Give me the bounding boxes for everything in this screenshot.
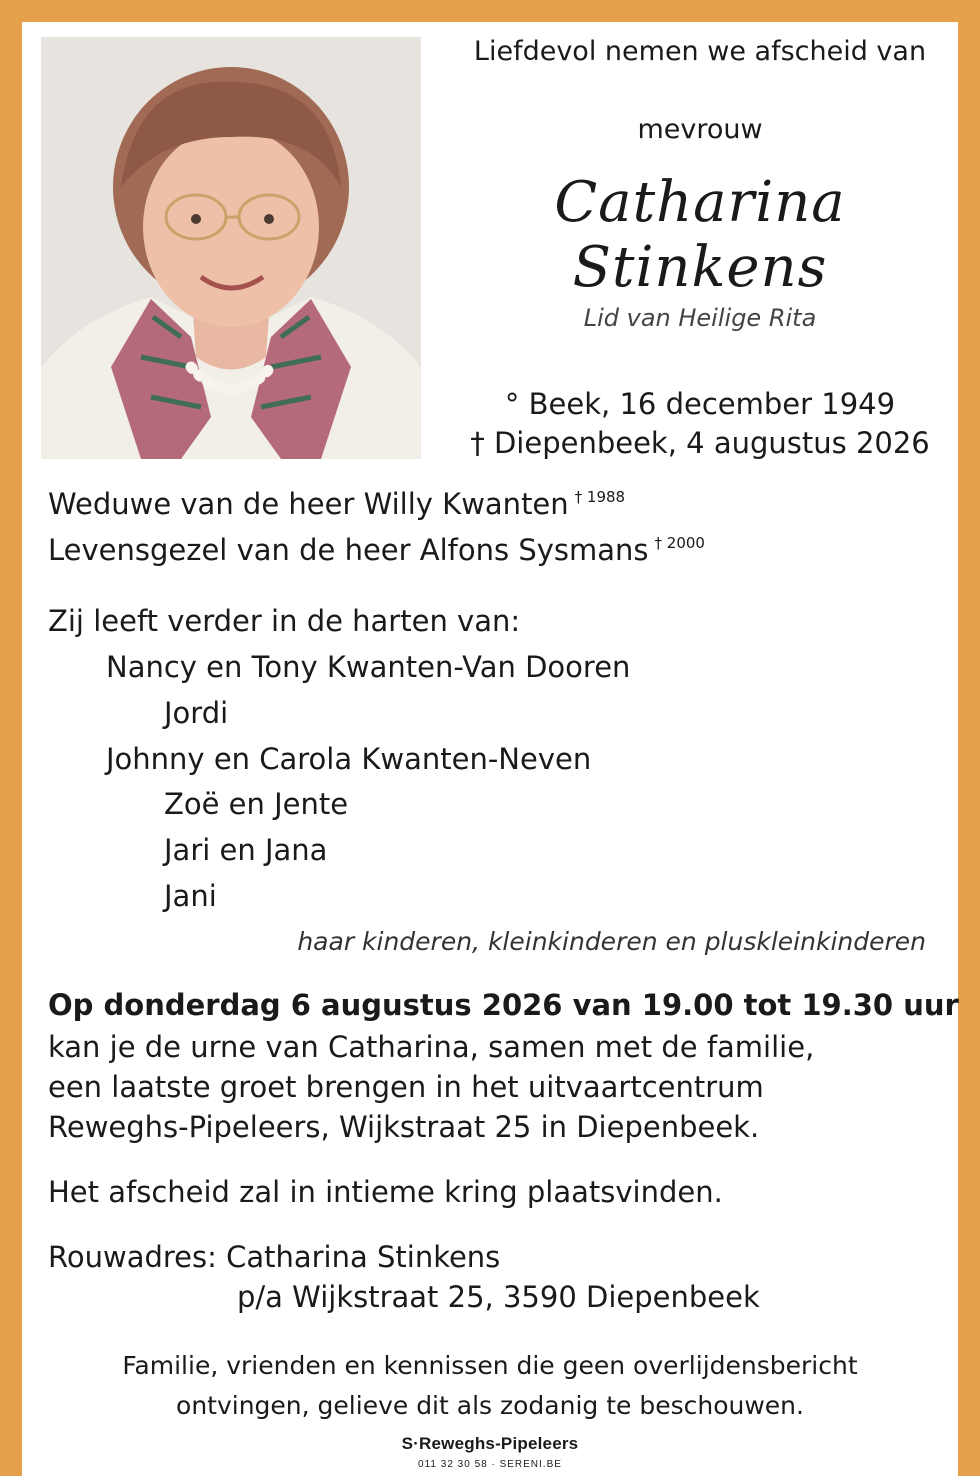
mourning-address-line: Rouwadres: Catharina Stinkens — [48, 1240, 501, 1274]
family-line: Johnny en Carola Kwanten-Neven — [106, 742, 592, 776]
mourning-address-line: p/a Wijkstraat 25, 3590 Diepenbeek — [237, 1280, 760, 1314]
portrait-illustration — [41, 37, 421, 459]
honorific: mevrouw — [637, 114, 763, 145]
deceased-name: Catharina Stinkens — [554, 170, 846, 300]
birth-line: ° Beek, 16 december 1949 — [504, 387, 896, 421]
family-line: Jari en Jana — [164, 833, 328, 867]
partner-text: Levensgezel van de heer Alfons Sysmans — [48, 533, 649, 567]
family-line: Jordi — [164, 696, 229, 730]
notice-text — [22, 1346, 958, 1426]
spouse-line — [48, 487, 625, 521]
visitation-line: kan je de urne van Catharina, samen met de familie, — [48, 1030, 815, 1064]
family-intro: Zij leeft verder in de harten van: — [48, 604, 521, 638]
family-line: Zoë en Jente — [164, 787, 349, 821]
portrait-photo — [41, 37, 421, 459]
obituary-card — [22, 22, 958, 1476]
spouse-death-year: † 1988 — [574, 488, 626, 506]
family-line: Jani — [164, 879, 217, 913]
visitation-datetime: Op donderdag 6 augustus 2026 van 19.00 tot 19.30 uur — [48, 988, 959, 1022]
notice-line: Familie, vrienden en kennissen die geen overlijdensbericht — [122, 1351, 858, 1380]
partner-death-year: † 2000 — [654, 534, 705, 552]
funeral-home-contact: 011 32 30 58 · SERENI.BE — [418, 1459, 562, 1470]
farewell-text: Het afscheid zal in intieme kring plaatsvinden. — [48, 1175, 723, 1209]
notice-line: ontvingen, gelieve dit als zodanig te beschouwen. — [176, 1391, 804, 1420]
relation-caption: haar kinderen, kleinkinderen en pluskleinkinderen — [297, 927, 926, 956]
membership-text: Lid van Heilige Rita — [583, 304, 817, 332]
visitation-line: een laatste groet brengen in het uitvaartcentrum — [48, 1070, 764, 1104]
spouse-text: Weduwe van de heer Willy Kwanten — [48, 487, 569, 521]
intro-text: Liefdevol nemen we afscheid van — [473, 36, 927, 67]
death-line: † Diepenbeek, 4 augustus 2026 — [470, 426, 930, 460]
funeral-home-logo: S·Reweghs-Pipeleers — [401, 1434, 579, 1453]
partner-line — [48, 533, 705, 567]
visitation-line: Reweghs-Pipeleers, Wijkstraat 25 in Diepenbeek. — [48, 1110, 760, 1144]
family-line: Nancy en Tony Kwanten-Van Dooren — [106, 650, 631, 684]
